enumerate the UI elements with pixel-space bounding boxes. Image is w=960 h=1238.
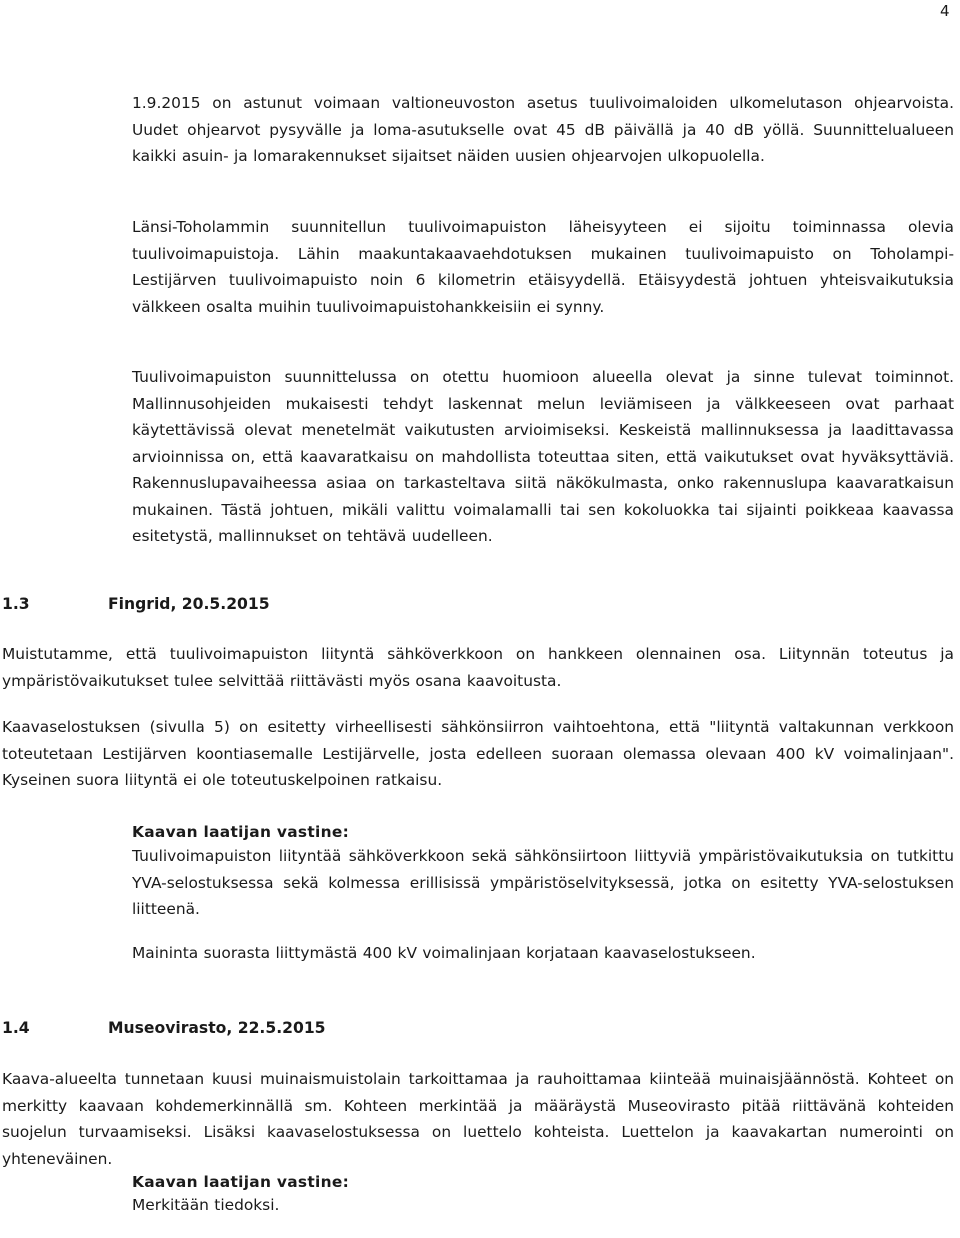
section-title: Fingrid, 20.5.2015 [108, 595, 270, 613]
section-heading-museovirasto [2, 1015, 326, 1041]
section-number: 1.3 [2, 595, 30, 613]
paragraph-fingrid-1: Muistutamme, että tuulivoimapuiston liityntä sähköverkkoon on hankkeen olennainen osa. Liitynnän toteutus ja ympäristövaikutukset tulee selvittää riittävästi myös osana kaavoitusta. [2, 645, 954, 690]
page-number: 4 [940, 2, 950, 20]
section-number: 1.4 [2, 1019, 30, 1037]
paragraph-asetus: 1.9.2015 on astunut voimaan valtioneuvoston asetus tuulivoimaloiden ulkomelutason ohjearvoista. Uudet ohjearvot pysyvälle ja loma-asutukselle ovat 45 dB päivällä ja 40 dB yöllä. Suunnittelualueen kaikki asuin- ja lomarakennukset sijaitset näiden uusien ohjearvojen ulkopuolella. [132, 94, 954, 165]
paragraph-yhteisvaikutukset: Länsi-Toholammin suunnitellun tuulivoimapuiston läheisyyteen ei sijoitu toiminnassa olevia tuulivoimapuistoja. Lähin maakuntakaavaehdotuksen mukainen tuulivoimapuisto on Toholampi-Lestijärven tuulivoimapuisto noin 6 kilometrin etäisyydellä. Etäisyydestä johtuen yhteisvaikutuksia välkkeen osalta muihin tuulivoimapuistohankkeisiin ei synny. [132, 218, 954, 316]
vastine-label-fingrid: Kaavan laatijan vastine: [132, 823, 350, 841]
vastine-label-museovirasto: Kaavan laatijan vastine: [132, 1173, 350, 1191]
paragraph-vastine-fingrid-2: Maininta suorasta liittymästä 400 kV voimalinjaan korjataan kaavaselostukseen. [132, 944, 756, 962]
paragraph-vastine-museovirasto: Merkitään tiedoksi. [132, 1196, 280, 1214]
paragraph-vastine-fingrid-1: Tuulivoimapuiston liityntää sähköverkkoon sekä sähkönsiirtoon liittyviä ympäristövaikutuksia on tutkittu YVA-selostuksessa sekä kolmessa erillisissä ympäristöselvityksessä, jotka on esitetty YVA-selostuksen liitteenä. [132, 847, 954, 918]
section-title: Museovirasto, 22.5.2015 [108, 1019, 326, 1037]
paragraph-fingrid-2: Kaavaselostuksen (sivulla 5) on esitetty virheellisesti sähkönsiirron vaihtoehtona, että "liityntä valtakunnan verkkoon toteutetaan Lestijärven koontiasemalle Lestijärvelle, josta edelleen suoraan olemassa olevaan 400 kV voimalinjaan". Kyseinen suora liityntä ei ole toteutuskelpoinen ratkaisu. [2, 718, 954, 789]
paragraph-mallinnus: Tuulivoimapuiston suunnittelussa on otettu huomioon alueella olevat ja sinne tulevat toiminnot. Mallinnusohjeiden mukaisesti tehdyt laskennat melun leviämiseen ja välkkeeseen ovat parhaat käytettävissä olevat menetelmät vaikutusten arvioimiseksi. Keskeistä mallinnuksessa ja laadittavassa arvioinnissa on, että kaavaratkaisu on mahdollista toteuttaa siten, että vaikutukset ovat hyväksyttäviä. Rakennuslupavaiheessa asiaa on tarkasteltava siitä näkökulmasta, onko rakennuslupa kaavaratkaisun mukainen. Tästä johtuen, mikäli valittu voimalamalli tai sen kokoluokka tai sijainti poikkeaa kaavassa esitetystä, mallinnukset on tehtävä uudelleen. [132, 368, 954, 545]
paragraph-museovirasto-1: Kaava-alueelta tunnetaan kuusi muinaismuistolain tarkoittamaa ja rauhoittamaa kiinteää muinaisjäännöstä. Kohteet on merkitty kaavaan kohdemerkinnällä sm. Kohteen merkintää ja määräystä Museovirasto pitää riittävänä kohteiden suojelun turvaamiseksi. Lisäksi kaavaselostuksessa on luettelo kohteista. Luettelon ja kaavakartan numerointi on yhteneväinen. [2, 1070, 954, 1168]
section-heading-fingrid [2, 591, 270, 617]
